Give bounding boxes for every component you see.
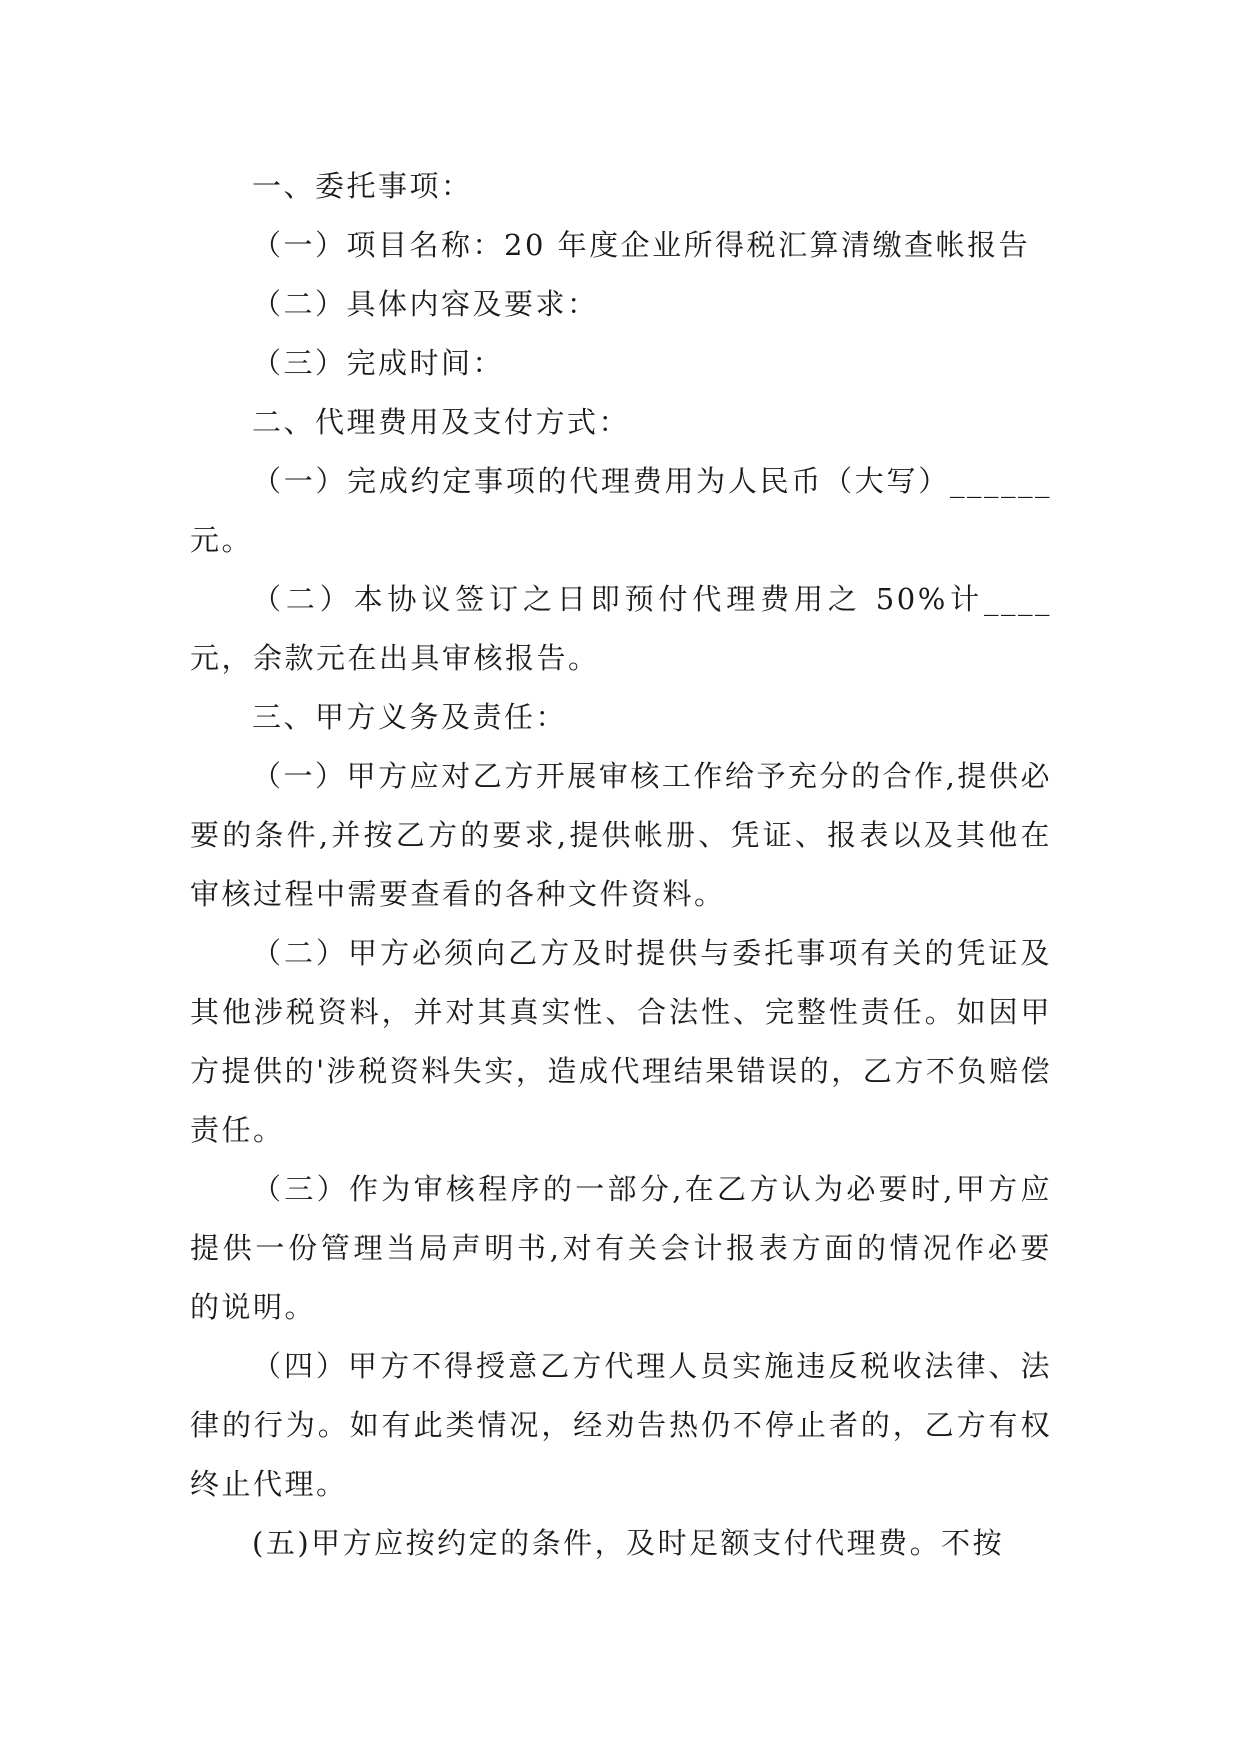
item-3-3-management-statement: （三）作为审核程序的一部分,在乙方认为必要时,甲方应提供一份管理当局声明书,对有关会计报表方面的情况作必要的说明。 <box>190 1172 1052 1324</box>
item-3-2-tax-documents: （二）甲方必须向乙方及时提供与委托事项有关的凭证及其他涉税资料，并对其真实性、合法性、完整性责任。如因甲方提供的'涉税资料失实，造成代理结果错误的，乙方不负赔偿责任。 <box>190 936 1052 1147</box>
item-3-4-no-illegal-instruction: （四）甲方不得授意乙方代理人员实施违反税收法律、法律的行为。如有此类情况，经劝告热仍不停止者的，乙方有权终止代理。 <box>190 1349 1052 1501</box>
section-2-heading: 二、代理费用及支付方式： <box>252 405 631 439</box>
item-3-1-cooperation: （一）甲方应对乙方开展审核工作给予充分的合作,提供必要的条件,并按乙方的要求,提供帐册、凭证、报表以及其他在审核过程中需要查看的各种文件资料。 <box>190 759 1052 911</box>
item-2-2-prepayment: （二）本协议签订之日即预付代理费用之 50%计____元，余款元在出具审核报告。 <box>190 582 1052 675</box>
item-1-1-project-name: （一）项目名称：20 年度企业所得税汇算清缴查帐报告 <box>252 228 1031 262</box>
item-2-1-agency-fee: （一）完成约定事项的代理费用为人民币（大写）______元。 <box>190 464 1052 557</box>
section-3-heading: 三、甲方义务及责任： <box>252 700 568 734</box>
item-1-3-completion-time: （三）完成时间： <box>252 346 505 380</box>
section-1-heading: 一、委托事项： <box>252 169 473 203</box>
document-body <box>190 157 1052 1573</box>
item-1-2-requirements: （二）具体内容及要求： <box>252 287 599 321</box>
item-3-5-fee-payment: (五)甲方应按约定的条件，及时足额支付代理费。不按 <box>252 1526 1005 1560</box>
